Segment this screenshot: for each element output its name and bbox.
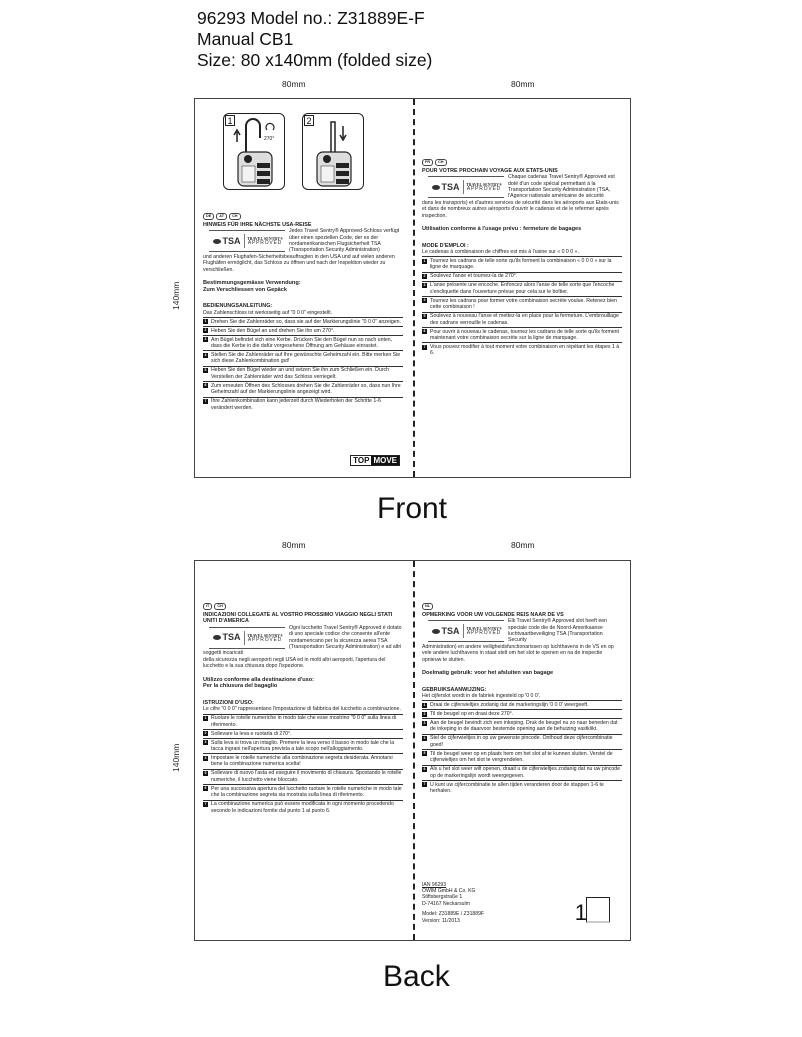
instructions-intro: Le cadenas à combinaison de chiffres est mis à l'usine sur « 0 0 0 ». <box>422 248 579 255</box>
step-item: 5 Sollevare di nuovo l'asta ed eseguire il movimento di chiusura. Spostando le rotelle numeriche, il lucchetto viene bloccato. <box>204 770 402 783</box>
model-line: 96293 Model no.: Z31889E-F <box>197 8 425 28</box>
width-label-right: 80mm <box>511 79 535 89</box>
back-sheet <box>194 560 631 941</box>
step-item: 4 Stel de cijferwieltjes in op uw gewenste pincode. Onthoud deze cijfercombinatie goed! <box>422 734 622 749</box>
steps-list <box>422 256 622 357</box>
step-item: 7 Vous pouvez modifier à tout moment votre combinaison en répétant les étapes 1 à 6. <box>422 342 622 357</box>
italian-text <box>203 603 403 815</box>
step-item: 5 Heben Sie den Bügel wieder an und setzen Sie ihn zum Schließen ein. Durch Verstellen der Zahlenräder wird das Schloss verriegelt. <box>203 366 403 381</box>
badge-fr: FR <box>422 159 433 166</box>
tsa-logo: TSA TRAVEL SENTRY® APPROVED <box>428 620 504 642</box>
instructions-intro: Das Zahlenschloss ist werksseitig auf "0 0 0" eingestellt. <box>203 309 333 316</box>
manual-line: Manual CB1 <box>197 29 294 49</box>
tsa-logo: TSA TRAVEL SENTRY® APPROVED <box>209 627 285 649</box>
step-item: 3 Sulla leva si trova un intaglio. Premere la leva verso il basso in modo tale che la tacca ingrani nell'apertura prevista a tale scopo nell'alloggiamento. <box>203 738 403 753</box>
badge-ch: CH <box>229 213 240 220</box>
step-item: 4 Impostare le rotelle numeriche alla combinazione segreta desiderata. Annotarsi bene la combinazione numerica scelta! <box>203 753 403 768</box>
country-badges <box>422 603 622 610</box>
tsa-eye-icon <box>213 239 221 244</box>
imprint <box>422 882 484 924</box>
step-item: 6 Zum erneuten Öffnen des Schlosses drehen Sie die Zahlenräder so, dass nun Ihre Geheimzahl auf der Markierungslinie angezeigt wird. <box>203 381 403 396</box>
heading: OPMERKING VOOR UW VOLGENDE REIS NAAR DE VS <box>422 611 564 618</box>
step-item: 2 Soulevez l'anse et tournez-la de 270°. <box>422 272 622 281</box>
illustration-step-2 <box>302 113 364 190</box>
step-item: 1 Drehen Sie die Zahlenräder so, dass sie auf der Markierungslinie "0 0 0" anzeigen. <box>203 317 403 326</box>
intro-text-rest: Administration) en andere veiligheidsfunctionarissen op luchthavens in de VS en op vele andere luchthavens in staat stelt om het slot te openen en na de inspectie opnieuw te sluiten. <box>422 643 614 663</box>
badge-ch: CH <box>435 159 446 166</box>
intro-text: Jedes Travel Sentry® Approved-Schloss verfügt über einen speziellen Code, der es der nordamerikanischen Flugsicherheit TSA (Transportation Security Administration) <box>289 228 400 254</box>
document-header <box>197 8 432 71</box>
badge-at: AT <box>216 213 227 220</box>
width-label-left: 80mm <box>282 540 306 550</box>
ian-number: IAN 96293 <box>422 881 447 888</box>
instructions-intro: Het cijferslot wordt in de fabriek ingesteld op '0 0 0'. <box>422 692 541 699</box>
illustration-number: 2 <box>304 115 314 126</box>
width-label-left: 80mm <box>282 79 306 89</box>
instructions-title: ISTRUZIONI D'USO: <box>203 699 254 706</box>
tsa-logo: TSA TRAVEL SENTRY® APPROVED <box>428 176 504 198</box>
step-item: 2 Sollevare la leva e ruotarla di 270°. <box>203 729 403 738</box>
step-item: 1 Ruotare le rotelle numeriche in modo tale che esse mostrino "0 0 0" sulla linea di riferimento. <box>203 714 403 729</box>
step-item: 4 Tournez les cadrans pour former votre combinaison secrète voulue. Retenez bien cette combinaison ! <box>422 296 622 311</box>
topmove-logo: TOP MOVE <box>350 455 400 466</box>
front-sheet <box>194 98 631 478</box>
step-item: 1 Tournez les cadrans de telle sorte qu'ils forment la combinaison « 0 0 0 » sur la ligne de marquage. <box>422 256 622 271</box>
tsa-eye-icon <box>432 629 440 634</box>
intro-text: Ogni lucchetto Travel Sentry® Approved è dotato di uno speciale codice che consente all'ente nordamericano per la sicurezza aerea TSA (Transportation Security Administration) e ad altri soggetti incaricati <box>203 624 402 657</box>
tsa-logo: TSA TRAVEL SENTRY® APPROVED <box>209 230 285 252</box>
badge-it: IT <box>203 603 212 610</box>
page-box <box>586 897 610 923</box>
step-item: 6 Pour ouvrir à nouveau le cadenas, tournez les cadrans de telle sorte qu'ils forment maintenant votre combinaison secrète sur la ligne de marquage. <box>422 327 622 342</box>
version: Version: 11/2013 <box>422 917 460 924</box>
panel-german <box>195 99 413 477</box>
german-text <box>203 213 403 412</box>
heading: POUR VOTRE PROCHAIN VOYAGE AUX ETATS-UNIS <box>422 167 558 174</box>
badge-ch: CH <box>214 603 225 610</box>
panel-french <box>414 99 632 477</box>
size-line: Size: 80 x140mm (folded size) <box>197 50 433 70</box>
country-badges <box>422 159 622 166</box>
country-badges <box>203 603 403 610</box>
intended-use: Utilizzo conforme alla destinazione d'uso: Per la chiusura del bagaglio <box>203 676 315 690</box>
intended-use: Bestimmungsgemässe Verwendung: Zum Verschliessen von Gepäck <box>203 279 301 293</box>
intro-text: Chaque cadenas Travel Sentry® Approved est doté d'un code spécial permettant à la Transportation Security Administration (TSA, l'Agence nationale américaine de sécurité <box>508 174 615 200</box>
instructions-title: GEBRUIKSAANWIJZING: <box>422 686 487 693</box>
panel-italian <box>195 561 413 940</box>
french-text <box>422 159 622 358</box>
step-item: 5 Til de beugel weer op en plaats hem om het slot af te kunnen sluiten. Verstel de cijferwieltjes om het slot te vergrendelen. <box>422 749 622 764</box>
illustrations <box>223 113 364 190</box>
instructions-title: BEDIENUNGSANLEITUNG: <box>203 303 273 310</box>
steps-list <box>203 317 403 412</box>
step-item: 3 L'anse présente une encoche. Enfoncez alors l'anse de telle sorte que l'encoche s'encliquette dans l'ouverture prévue pour cela sur le boîtier. <box>422 281 622 296</box>
step-item: 7 La combinazione numerica può essere modificata in ogni momento procedendo secondo le indicazioni fornite dal punto 1 al punto 6. <box>203 800 403 815</box>
step-item: 7 Ihre Zahlenkombination kann jederzeit durch Wiederholen der Schritte 1-6 verändert werden. <box>203 397 403 412</box>
width-label-right: 80mm <box>511 540 535 550</box>
intro-text-rest: della sicurezza negli aeroporti negli USA ed in molti altri aeroporti, l'apertura del lucchetto e la sua chiusura dopo l'ispezione. <box>203 656 386 670</box>
steps-list <box>203 714 403 815</box>
step-item: 4 Stellen Sie die Zahlenräder auf Ihre gewünschte Geheimzahl ein. Bitte merken Sie sich diese Zahlenkombination gut! <box>203 350 403 365</box>
heading: HINWEIS FÜR IHRE NÄCHSTE USA-REISE <box>203 221 312 228</box>
height-label: 140mm <box>171 743 181 772</box>
tsa-eye-icon <box>432 185 440 190</box>
svg-text:270°: 270° <box>264 136 275 142</box>
back-label: Back <box>383 960 450 993</box>
page-number: 1 <box>574 900 587 925</box>
step-item: 6 Per una successiva apertura del lucchetto ruotare le rotelle numeriche in modo tale che la combinazione segreta sia mostrata sulla linea di riferimento. <box>204 785 402 799</box>
intended-use: Doelmatig gebruik: voor het afsluiten van bagage <box>422 669 554 676</box>
step-item: 3 Aan de beugel bevindt zich een inkeping. Druk de beugel nu zo naar beneden dat de inkeping in de daarvoor bestemde opening aan de behuizing vastklikt. <box>422 718 622 733</box>
front-label: Front <box>377 492 448 525</box>
intro-text: Elk Travel Sentry® Approved slot heeft een speciale code die de Noord-Amerikaanse luchtvaartbeveiliging TSA (Transportation Security <box>508 618 607 644</box>
panel-dutch <box>414 561 632 940</box>
step-item: 1 Draai de cijferwieltjes zodanig dat de markeringslijn '0 0 0' weergeeft. <box>422 700 622 709</box>
illustration-number: 1 <box>225 115 235 126</box>
tsa-eye-icon <box>213 635 221 640</box>
step-item: 6 Als u het slot weer wilt openen, draait u de cijferwieltjes zodanig dat nu uw pincode op de markeringslijn wordt weergegeven. <box>423 766 621 779</box>
steps-list <box>422 700 622 795</box>
intro-text-rest: und anderen Flughafen-Sicherheitsbeauftragten in den USA und auf vielen anderen Flughäfen ermöglicht, das Schloss zu öffnen und nach der Inspektion wieder zu verschließen. <box>203 253 395 273</box>
heading: INDICAZIONI COLLEGATE AL VOSTRO PROSSIMO VIAGGIO NEGLI STATI UNITI D'AMERICA <box>203 611 393 625</box>
dutch-text <box>422 603 622 795</box>
intro-text-rest: dans les transports) et d'autres services de sécurité dans les aéroports aux Etats-unis et dans de nombreux autres aéroports d'ouvrir le cadenas et de le refermer après inspection. <box>422 199 619 219</box>
company: OWIM GmbH & Co. KG <box>422 887 476 894</box>
step-item: 2 Til de beugel op en draai deze 270°. <box>422 709 622 718</box>
street: Stiftsbergstraße 1 <box>422 894 463 901</box>
height-label: 140mm <box>171 281 181 310</box>
country-badges <box>203 213 403 220</box>
badge-de: DE <box>203 213 214 220</box>
step-item: 2 Heben Sie den Bügel an und drehen Sie ihn um 270°. <box>203 326 403 335</box>
intended-use: Utilisation conforme à l'usage prévu : fermeture de bagages <box>422 225 582 232</box>
instructions-intro: Le cifre "0 0 0" rappresentano l'impostazione di fabbrica del lucchetto a combinazione. <box>203 706 401 713</box>
badge-nl: NL <box>422 603 433 610</box>
step-item: 3 Am Bügel befindet sich eine Kerbe. Drücken Sie den Bügel nun so nach unten, dass die Kerbe in die dafür vorgesehene Öffnung am Gehäuse einrastet. <box>203 335 403 350</box>
illustration-step-1 <box>223 113 285 190</box>
step-item: 7 U kunt uw cijfercombinatie te allen tijden veranderen door de stappen 1-6 te herhalen. <box>422 780 622 795</box>
model: Model: Z31889E / Z31889F <box>422 911 485 918</box>
step-item: 5 Soulevez à nouveau l'anse et mettez-la en place pour la fermeture. L'embrouillage des cadrans verrouille le cadenas. <box>422 312 622 327</box>
city: D-74167 Neckarsulm <box>422 900 470 907</box>
instructions-title: MODE D'EMPLOI : <box>422 242 469 249</box>
